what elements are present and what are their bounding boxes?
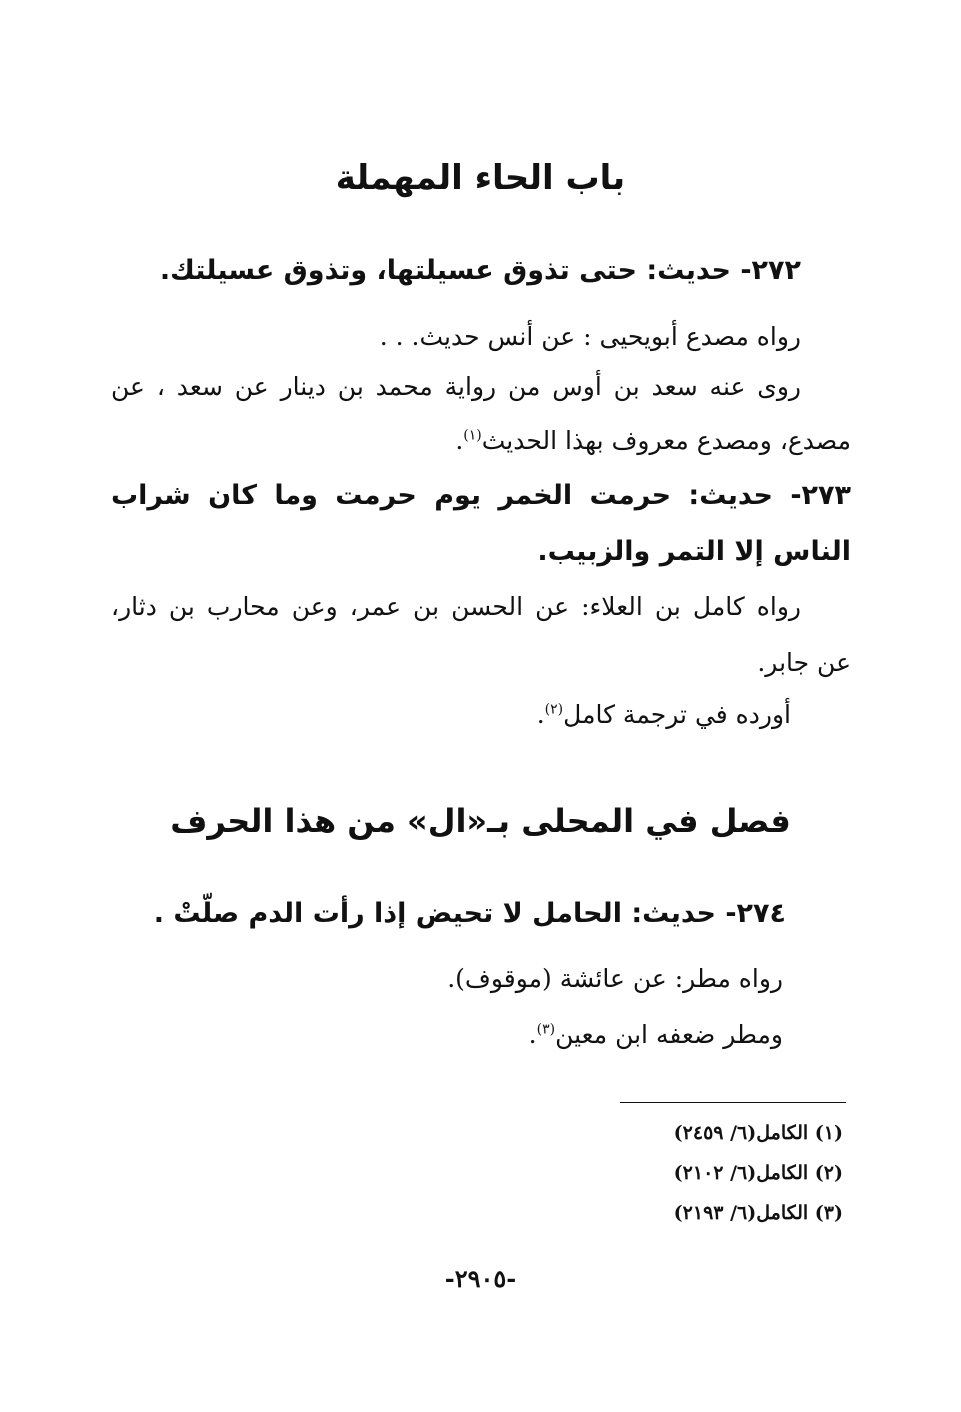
chapter-title: باب الحاء المهملة [335, 158, 626, 198]
section-title: فصل في المحلى بـ«ال» من هذا الحرف [170, 802, 791, 840]
hadith-273-line-3-text: أورده في ترجمة كامل [563, 700, 791, 729]
hadith-272-line-1: رواه مصدع أبويحيى : عن أنس حديث. . . [379, 322, 801, 351]
page-number: -٢٩٠٥- [444, 1264, 517, 1293]
hadith-274-line-2-end: . [528, 1020, 537, 1049]
hadith-272-line-3-text: مصدع، ومصدع معروف بهذا الحديث [481, 426, 851, 455]
hadith-274-line-2 [529, 1020, 783, 1049]
footnote-3: (٣) الكامل(٦/ ٢١٩٣) [673, 1202, 843, 1224]
hadith-273-line-1: رواه كامل بن العلاء: عن الحسن بن عمر، وعن محارب بن دثار، [111, 592, 801, 621]
hadith-272-title: ٢٧٢- حديث: حتى تذوق عسيلتها، وتذوق عسيلتك. [159, 255, 801, 286]
footnote-ref-1[interactable]: (١) [463, 427, 482, 444]
hadith-273-title-line-2: الناس إلا التمر والزبيب. [537, 536, 851, 567]
hadith-272-line-2: روى عنه سعد بن أوس من رواية محمد بن دينار عن سعد ، عن [111, 372, 801, 401]
footnote-ref-2[interactable]: (٢) [544, 701, 564, 718]
hadith-272-line-3-end: . [455, 426, 464, 455]
hadith-273-line-3 [537, 700, 791, 729]
footnote-2: (٢) الكامل(٦/ ٢١٠٢) [673, 1162, 843, 1184]
footnote-ref-3[interactable]: (٣) [536, 1021, 556, 1038]
hadith-274-title: ٢٧٤- حديث: الحامل لا تحيض إذا رأت الدم صلّتْ . [153, 898, 786, 929]
hadith-274-line-1: رواه مطر: عن عائشة (موقوف). [447, 964, 783, 993]
hadith-273-line-2: عن جابر. [757, 648, 851, 677]
footnote-1: (١) الكامل(٦/ ٢٤٥٩) [673, 1122, 843, 1144]
hadith-273-title-line-1: ٢٧٣- حديث: حرمت الخمر يوم حرمت وما كان شراب [111, 480, 851, 511]
hadith-274-line-2-text: ومطر ضعفه ابن معين [555, 1020, 783, 1049]
hadith-273-line-3-end: . [536, 700, 545, 729]
footnote-separator [620, 1102, 846, 1103]
hadith-272-line-3 [455, 426, 851, 455]
